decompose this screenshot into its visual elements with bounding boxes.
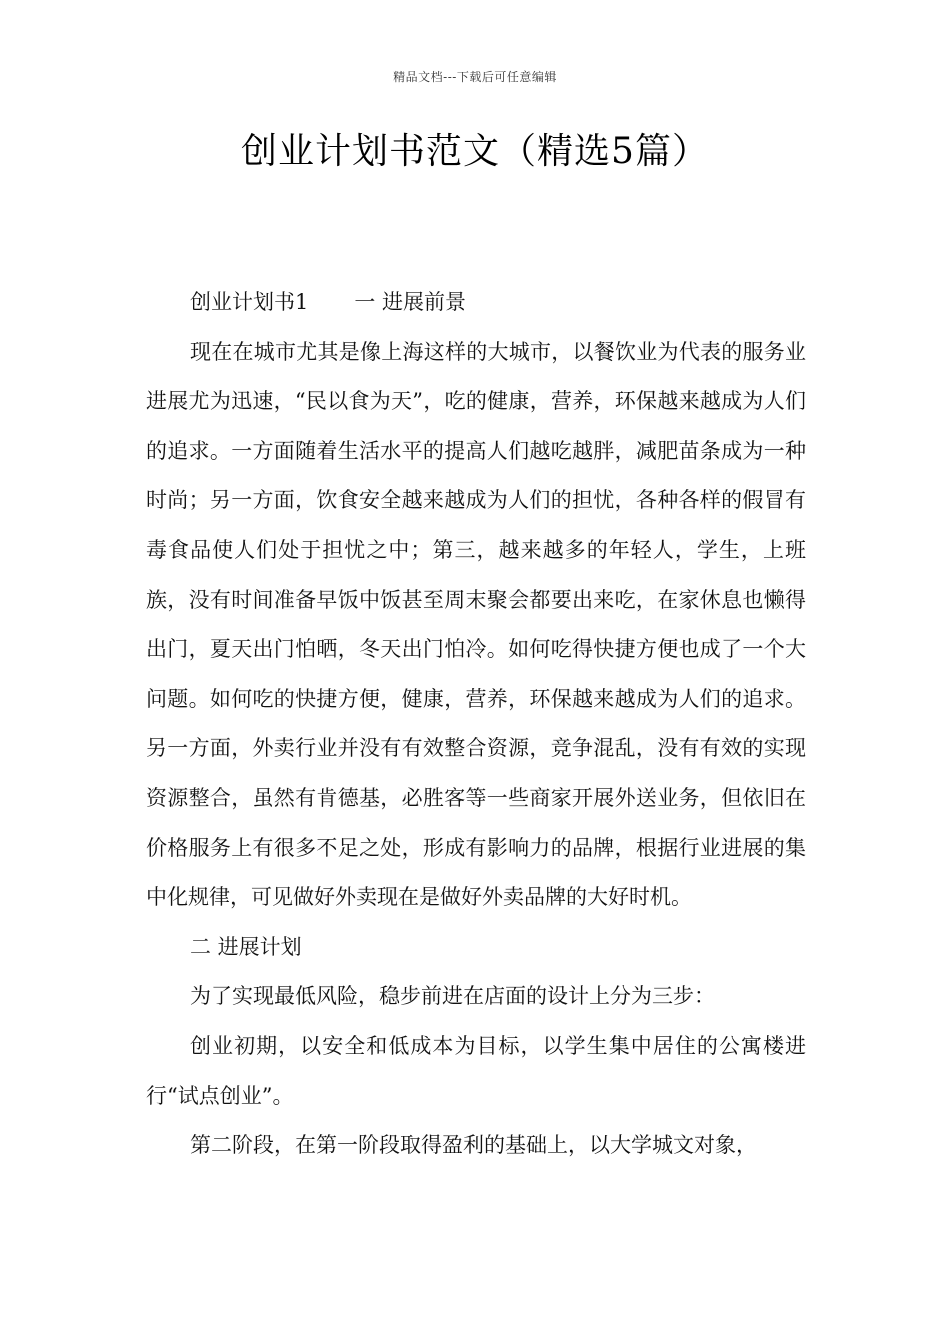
header-note: 精品文档---下载后可任意编辑	[393, 70, 557, 84]
section-doc-label: 创业计划书1	[190, 290, 309, 314]
paragraph-background: 现在在城市尤其是像上海这样的大城市，以餐饮业为代表的服务业进展尤为迅速，“民以食为天”，吃的健康，营养，环保越来越成为人们的追求。一方面随着生活水平的提高人们越吃越胖，减肥苗条成为一种时尚；另一方面，饮食安全越来越成为人们的担忧，各种各样的假冒有毒食品使人们处于担忧之中；第三，越来越多的年轻人，学生，上班族，没有时间准备早饭中饭甚至周末聚会都要出来吃，在家休息也懒得出门，夏天出门怕晒，冬天出门怕冷。如何吃得快捷方便也成了一个大问题。如何吃的快捷方便，健康，营养，环保越来越成为人们的追求。另一方面，外卖行业并没有有效整合资源，竞争混乱，没有有效的实现资源整合，虽然有肯德基，必胜客等一些商家开展外送业务，但依旧在价格服务上有很多不足之处，形成有影响力的品牌，根据行业进展的集中化规律，可见做好外卖现在是做好外卖品牌的大好时机。	[146, 339, 806, 910]
section-heading-line	[146, 278, 806, 328]
paragraph-plan-intro: 为了实现最低风险，稳步前进在店面的设计上分为三步：	[190, 984, 715, 1009]
section-heading: 一 进展前景	[354, 290, 467, 314]
document-title: 创业计划书范文（精选5篇）	[241, 131, 709, 172]
document-body	[146, 278, 806, 1171]
paragraph-stage-one: 创业初期，以安全和低成本为目标，以学生集中居住的公寓楼进行“试点创业”。	[146, 1033, 806, 1108]
paragraph-plan-heading: 二 进展计划	[190, 934, 302, 959]
paragraph-stage-two: 第二阶段，在第一阶段取得盈利的基础上，以大学城文对象，	[190, 1133, 757, 1158]
